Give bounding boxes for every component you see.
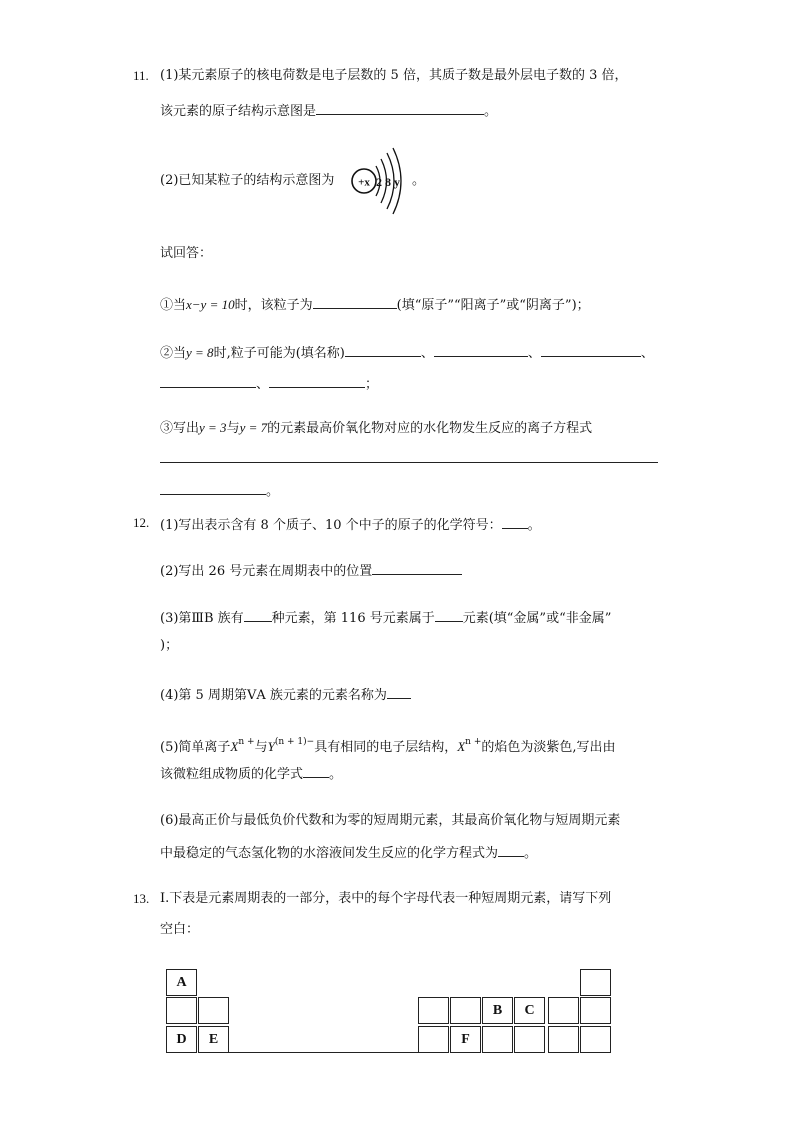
q12-part2-answer-blank[interactable] bbox=[372, 560, 462, 575]
q12-part3-text-b: 种元素，第 116 号元素属于 bbox=[271, 611, 435, 626]
q11-sub2-line2 bbox=[160, 373, 378, 394]
cell-row3-group17 bbox=[548, 1026, 579, 1053]
q11-sub2-prefix: ②当 bbox=[160, 346, 187, 361]
question-number-12: 12. bbox=[133, 515, 150, 530]
cell-row1-group18 bbox=[580, 969, 611, 996]
q12-part4-text: (4)第 5 周期第ⅤA 族元素的元素名称为 bbox=[160, 688, 387, 703]
q11-part2-text: (2)已知某粒子的结构示意图为 bbox=[160, 173, 335, 188]
q11-sub2-answer-blank-1[interactable] bbox=[345, 342, 421, 357]
q11-sub3-suffix: 的元素最高价氧化物对应的水化物发生反应的离子方程式 bbox=[267, 421, 593, 436]
q12-part5-line2 bbox=[160, 763, 342, 784]
q11-sub2-separator-2: 、 bbox=[527, 346, 541, 361]
q11-sub2-separator-1: 、 bbox=[420, 346, 434, 361]
q12-part3-answer-blank-1[interactable] bbox=[244, 607, 272, 622]
question-number-11: 11. bbox=[133, 68, 149, 83]
q11-sub3-answer-blank-2[interactable] bbox=[160, 480, 266, 495]
q11-sub3-answer-line-1[interactable] bbox=[160, 462, 658, 463]
q12-part6-line2-text: 中最稳定的气态氢化物的水溶液间发生反应的化学方程式为 bbox=[160, 846, 499, 861]
q12-part5-end: 。 bbox=[329, 767, 343, 782]
q12-part3-line1 bbox=[160, 607, 611, 628]
q12-part5-line1 bbox=[160, 733, 616, 757]
q11-answer-prompt: 试回答： bbox=[160, 246, 213, 261]
q11-sub2-line1 bbox=[160, 342, 654, 363]
q11-sub1-prefix: ①当 bbox=[160, 298, 187, 313]
cell-row2-group2 bbox=[198, 997, 229, 1024]
q12-part5-text-b: 具有相同的电子层结构， bbox=[314, 740, 458, 755]
cell-row2-group17 bbox=[548, 997, 579, 1024]
q12-part4-answer-blank[interactable] bbox=[387, 684, 411, 699]
q11-sub2-separator-3: 、 bbox=[640, 346, 654, 361]
q11-sub3-line1 bbox=[160, 419, 592, 438]
q11-sub2-end: ； bbox=[365, 377, 379, 392]
q11-sub3-line3 bbox=[160, 480, 279, 501]
shell-electron-counts: 2 8 y bbox=[376, 175, 400, 189]
q12-part5-ion-y-charge: (n + 1)− bbox=[274, 737, 315, 747]
cell-row3-group13 bbox=[418, 1026, 449, 1053]
q12-part3-line2: )； bbox=[160, 638, 179, 653]
q11-sub2-answer-blank-2[interactable] bbox=[434, 342, 528, 357]
q12-part2-text: (2)写出 26 号元素在周期表中的位置 bbox=[160, 564, 373, 579]
cell-row2-group13 bbox=[418, 997, 449, 1024]
q11-sub1-condition: x−y = 10 bbox=[186, 297, 235, 312]
q11-sub2-separator-4: 、 bbox=[256, 377, 270, 392]
q11-sub3-condition-1: y = 3 bbox=[199, 420, 227, 435]
q11-sub2-condition: y = 8 bbox=[186, 345, 214, 360]
q11-sub3-condition-2: y = 7 bbox=[239, 420, 268, 435]
q11-sub1-suffix: (填“原子”“阳离子”或“阴离子”)； bbox=[396, 298, 590, 313]
q11-sub2-answer-blank-5[interactable] bbox=[269, 373, 365, 388]
cell-row3-group15 bbox=[482, 1026, 513, 1053]
q13-intro-line1: Ⅰ.下表是元素周期表的一部分，表中的每个字母代表一种短周期元素，请写下列 bbox=[160, 891, 612, 906]
q11-sub1-mid: 时，该粒子为 bbox=[234, 298, 313, 313]
q12-part5-ion-y: Y bbox=[267, 739, 275, 754]
q11-sub2-answer-blank-3[interactable] bbox=[541, 342, 641, 357]
q11-sub2-answer-blank-4[interactable] bbox=[160, 373, 256, 388]
q12-part5-answer-blank[interactable] bbox=[303, 763, 329, 778]
q12-part5-ion-x: X bbox=[230, 739, 239, 754]
atomic-structure-diagram bbox=[350, 146, 416, 216]
q13-intro-line2: 空白： bbox=[160, 922, 200, 937]
q12-part5-ion-x-charge-2: n + bbox=[465, 737, 482, 747]
q11-part2-period: 。 bbox=[412, 173, 426, 188]
q12-part2 bbox=[160, 560, 462, 581]
q12-part3-answer-blank-2[interactable] bbox=[435, 607, 463, 622]
cell-F: F bbox=[450, 1026, 481, 1053]
cell-E: E bbox=[198, 1026, 229, 1053]
cell-A: A bbox=[166, 969, 197, 996]
q12-part6-line2 bbox=[160, 842, 537, 863]
q12-part3-text-c: 元素(填“金属”或“非金属” bbox=[462, 611, 612, 626]
q11-sub1-answer-blank[interactable] bbox=[313, 294, 397, 309]
q12-part6-answer-blank[interactable] bbox=[498, 842, 524, 857]
q11-sub2-mid: 时,粒子可能为(填名称) bbox=[213, 346, 345, 361]
q11-answer-blank-structure[interactable] bbox=[316, 100, 484, 115]
q12-part5-text-a: (5)简单离子 bbox=[160, 740, 231, 755]
q12-part5-line2-text: 该微粒组成物质的化学式 bbox=[160, 767, 304, 782]
q12-part5-text-c: 的焰色为淡紫色,写出由 bbox=[481, 740, 616, 755]
q12-part3-text-a: (3)第ⅢB 族有 bbox=[160, 611, 244, 626]
q12-part4 bbox=[160, 684, 411, 705]
question-number-13: 13. bbox=[133, 891, 150, 906]
q11-sub1 bbox=[160, 294, 590, 315]
cell-row2-group14 bbox=[450, 997, 481, 1024]
table-bottom-gap-line bbox=[228, 1052, 420, 1053]
q12-part5-ion-x-2: X bbox=[457, 739, 466, 754]
periodic-table-fragment bbox=[166, 969, 612, 1055]
q12-part6-end: 。 bbox=[524, 846, 538, 861]
q12-part1 bbox=[160, 514, 541, 535]
q12-part1-text: (1)写出表示含有 8 个质子、10 个中子的原子的化学符号： bbox=[160, 518, 502, 533]
q11-sub3-and: 与 bbox=[226, 421, 240, 436]
cell-D: D bbox=[166, 1026, 197, 1053]
nucleus-charge-label: +x bbox=[358, 176, 370, 189]
cell-row3-group18 bbox=[580, 1026, 611, 1053]
q11-sub3-prefix: ③写出 bbox=[160, 421, 200, 436]
cell-row3-group16 bbox=[514, 1026, 545, 1053]
q11-part1-line1: (1)某元素原子的核电荷数是电子层数的 5 倍，其质子数是最外层电子数的 3 倍， bbox=[160, 68, 628, 83]
q12-part1-end: 。 bbox=[527, 518, 541, 533]
cell-B: B bbox=[482, 997, 513, 1024]
cell-C: C bbox=[514, 997, 545, 1024]
q11-part1-line2 bbox=[160, 100, 497, 121]
q11-period: 。 bbox=[484, 104, 498, 119]
q12-part6-line1: (6)最高正价与最低负价代数和为零的短周期元素，其最高价氧化物与短周期元素 bbox=[160, 813, 621, 828]
q12-part5-with: 与 bbox=[254, 740, 268, 755]
cell-row2-group18 bbox=[580, 997, 611, 1024]
q12-part5-ion-x-charge: n + bbox=[238, 737, 255, 747]
q11-part1-text: 该元素的原子结构示意图是 bbox=[160, 104, 317, 119]
cell-row2-group1 bbox=[166, 997, 197, 1024]
q12-part1-answer-blank[interactable] bbox=[502, 514, 528, 529]
q11-sub3-end: 。 bbox=[266, 484, 280, 499]
